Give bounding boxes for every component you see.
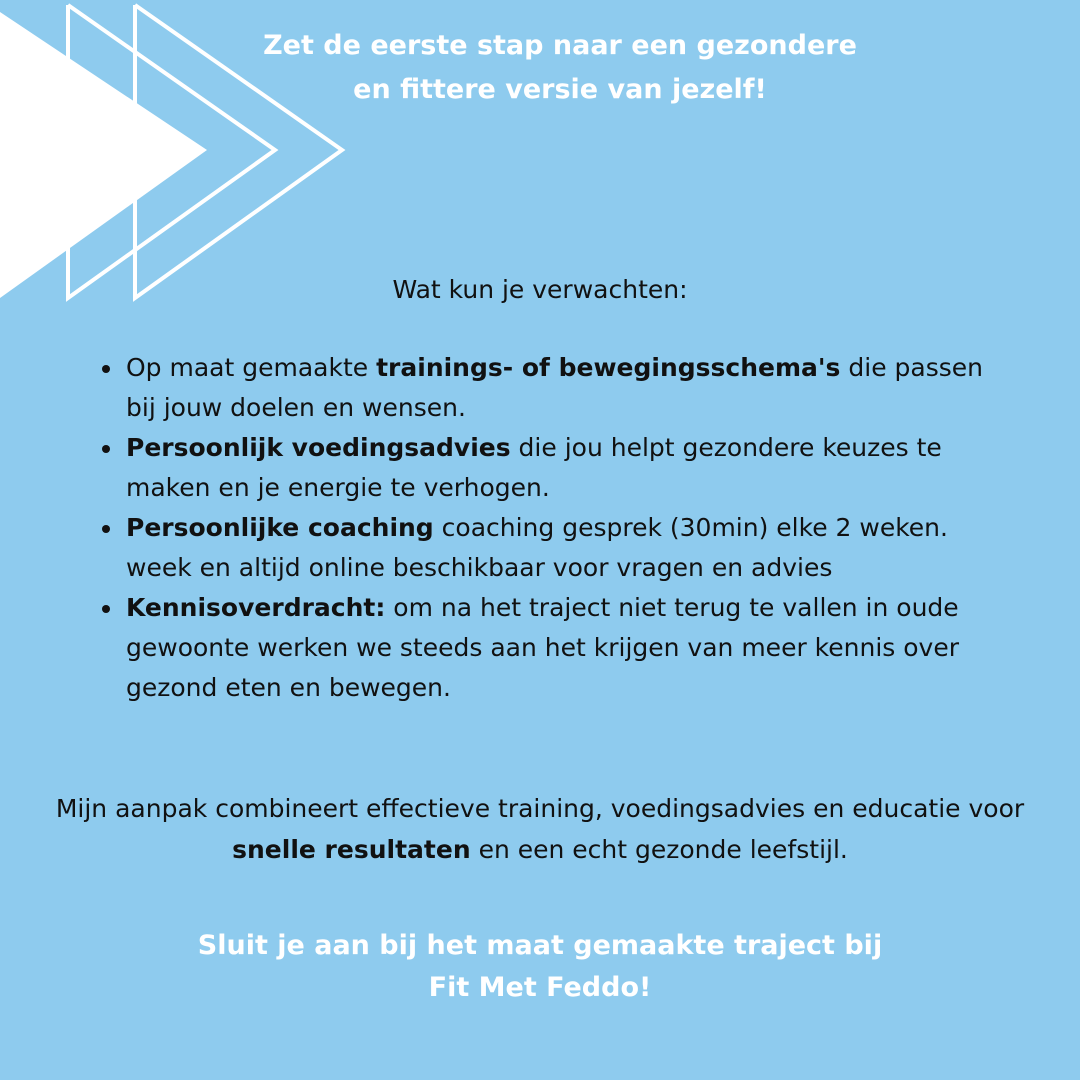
intro-text: Wat kun je verwachten: (392, 275, 688, 304)
approach-highlight: snelle resultaten (232, 835, 471, 864)
list-item: Persoonlijk voedingsadvies die jou helpt gezondere keuzes te maken en je energie te verhogen. (96, 428, 1016, 508)
headline-line-2: en fittere versie van jezelf! (353, 74, 767, 105)
benefits-list (96, 348, 1016, 708)
list-item: Op maat gemaakte trainings- of bewegingsschema's die passen bij jouw doelen en wensen. (96, 348, 1016, 428)
cta-line-2: Fit Met Feddo! (428, 972, 652, 1003)
list-item-highlight: trainings- of bewegingsschema's (376, 353, 841, 382)
list-item: Persoonlijke coaching coaching gesprek (30min) elke 2 weken. week en altijd online beschikbaar voor vragen en advies (96, 508, 1016, 588)
list-item-highlight: Kennisoverdracht: (126, 593, 386, 622)
cta-line-1: Sluit je aan bij het maat gemaakte traject bij (197, 930, 883, 961)
approach-paragraph: Mijn aanpak combineert effectieve training, voedingsadvies en educatie voor snelle resultaten en een echt gezonde leefstijl. (55, 794, 1025, 864)
headline (40, 24, 1080, 112)
call-to-action (0, 925, 1080, 1009)
headline-line-1: Zet de eerste stap naar een gezondere (263, 30, 857, 61)
list-item-highlight: Persoonlijk voedingsadvies (126, 433, 511, 462)
list-item: Kennisoverdracht: om na het traject niet terug te vallen in oude gewoonte werken we steeds aan het krijgen van meer kennis over gezond eten en bewegen. (96, 588, 1016, 708)
list-item-highlight: Persoonlijke coaching (126, 513, 434, 542)
